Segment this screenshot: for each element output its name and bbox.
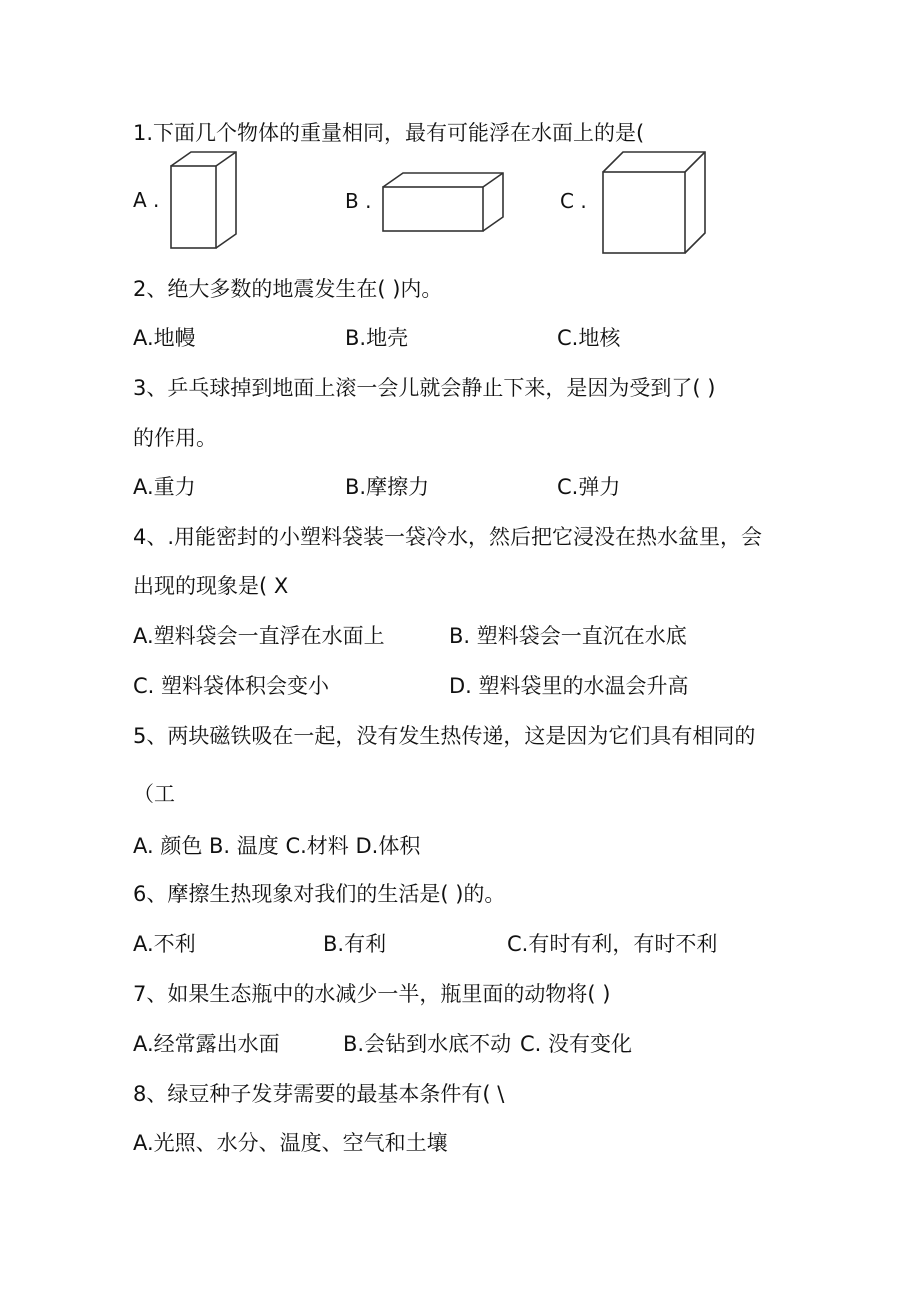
flat-box-icon <box>383 173 503 231</box>
q2-option-a[interactable]: A.地幔 <box>133 326 196 350</box>
q1-figure-c[interactable] <box>560 150 720 256</box>
q4-option-b[interactable]: B. 塑料袋会一直沉在水底 <box>449 624 687 648</box>
q5-stem-line1: 5、两块磁铁吸在一起，没有发生热传递，这是因为它们具有相同的 <box>133 724 756 748</box>
q5-options[interactable]: A. 颜色 B. 温度 C.材料 D.体积 <box>133 834 421 858</box>
q2-option-b[interactable]: B.地壳 <box>345 326 409 350</box>
q3-stem-line1: 3、乒乓球掉到地面上滚一会儿就会静止下来，是因为受到了( ) <box>133 376 716 400</box>
q1-label-c: C . <box>560 189 587 213</box>
q1-label-a: A . <box>133 188 160 212</box>
q6-stem: 6、摩擦生热现象对我们的生活是( )的。 <box>133 882 506 906</box>
q7-option-c[interactable]: C. 没有变化 <box>520 1032 633 1056</box>
q4-stem-line2: 出现的现象是( X <box>133 574 289 598</box>
q8-stem: 8、绿豆种子发芽需要的最基本条件有( \ <box>133 1082 505 1106</box>
q6-option-c[interactable]: C.有时有利，有时不利 <box>507 932 718 956</box>
q7-stem: 7、如果生态瓶中的水减少一半，瓶里面的动物将( ) <box>133 982 611 1006</box>
q1-figure-b-svg <box>345 165 515 235</box>
q1-figure-c-svg <box>560 150 720 256</box>
q4-stem-line1: 4、.用能密封的小塑料袋装一袋冷水，然后把它浸没在热水盆里，会 <box>133 525 763 549</box>
q6-option-a[interactable]: A.不利 <box>133 932 196 956</box>
q3-option-c[interactable]: C.弹力 <box>557 475 621 499</box>
tall-box-icon <box>171 152 236 248</box>
large-cube-icon <box>603 152 705 253</box>
q7-option-a[interactable]: A.经常露出水面 <box>133 1032 280 1056</box>
q3-option-b[interactable]: B.摩擦力 <box>345 475 430 499</box>
q3-option-a[interactable]: A.重力 <box>133 475 196 499</box>
q2-option-c[interactable]: C.地核 <box>557 326 621 350</box>
q6-option-b[interactable]: B.有利 <box>323 932 387 956</box>
q1-label-b: B . <box>345 189 372 213</box>
q7-option-b[interactable]: B.会钻到水底不动 <box>343 1032 512 1056</box>
q4-option-d[interactable]: D. 塑料袋里的水温会升高 <box>449 674 689 698</box>
q3-stem-line2: 的作用。 <box>133 426 217 450</box>
q8-option-a[interactable]: A.光照、水分、温度、空气和土壤 <box>133 1131 448 1155</box>
q1-figure-a[interactable] <box>133 150 253 255</box>
q4-option-c[interactable]: C. 塑料袋体积会变小 <box>133 674 330 698</box>
q1-figure-a-svg <box>133 150 253 255</box>
q1-stem: 1.下面几个物体的重量相同，最有可能浮在水面上的是( <box>133 121 645 145</box>
q2-stem: 2、绝大多数的地震发生在( )内。 <box>133 277 443 301</box>
q4-option-a[interactable]: A.塑料袋会一直浮在水面上 <box>133 624 385 648</box>
q5-stem-line2: （工 <box>133 782 175 806</box>
q1-figure-b[interactable] <box>345 165 515 235</box>
